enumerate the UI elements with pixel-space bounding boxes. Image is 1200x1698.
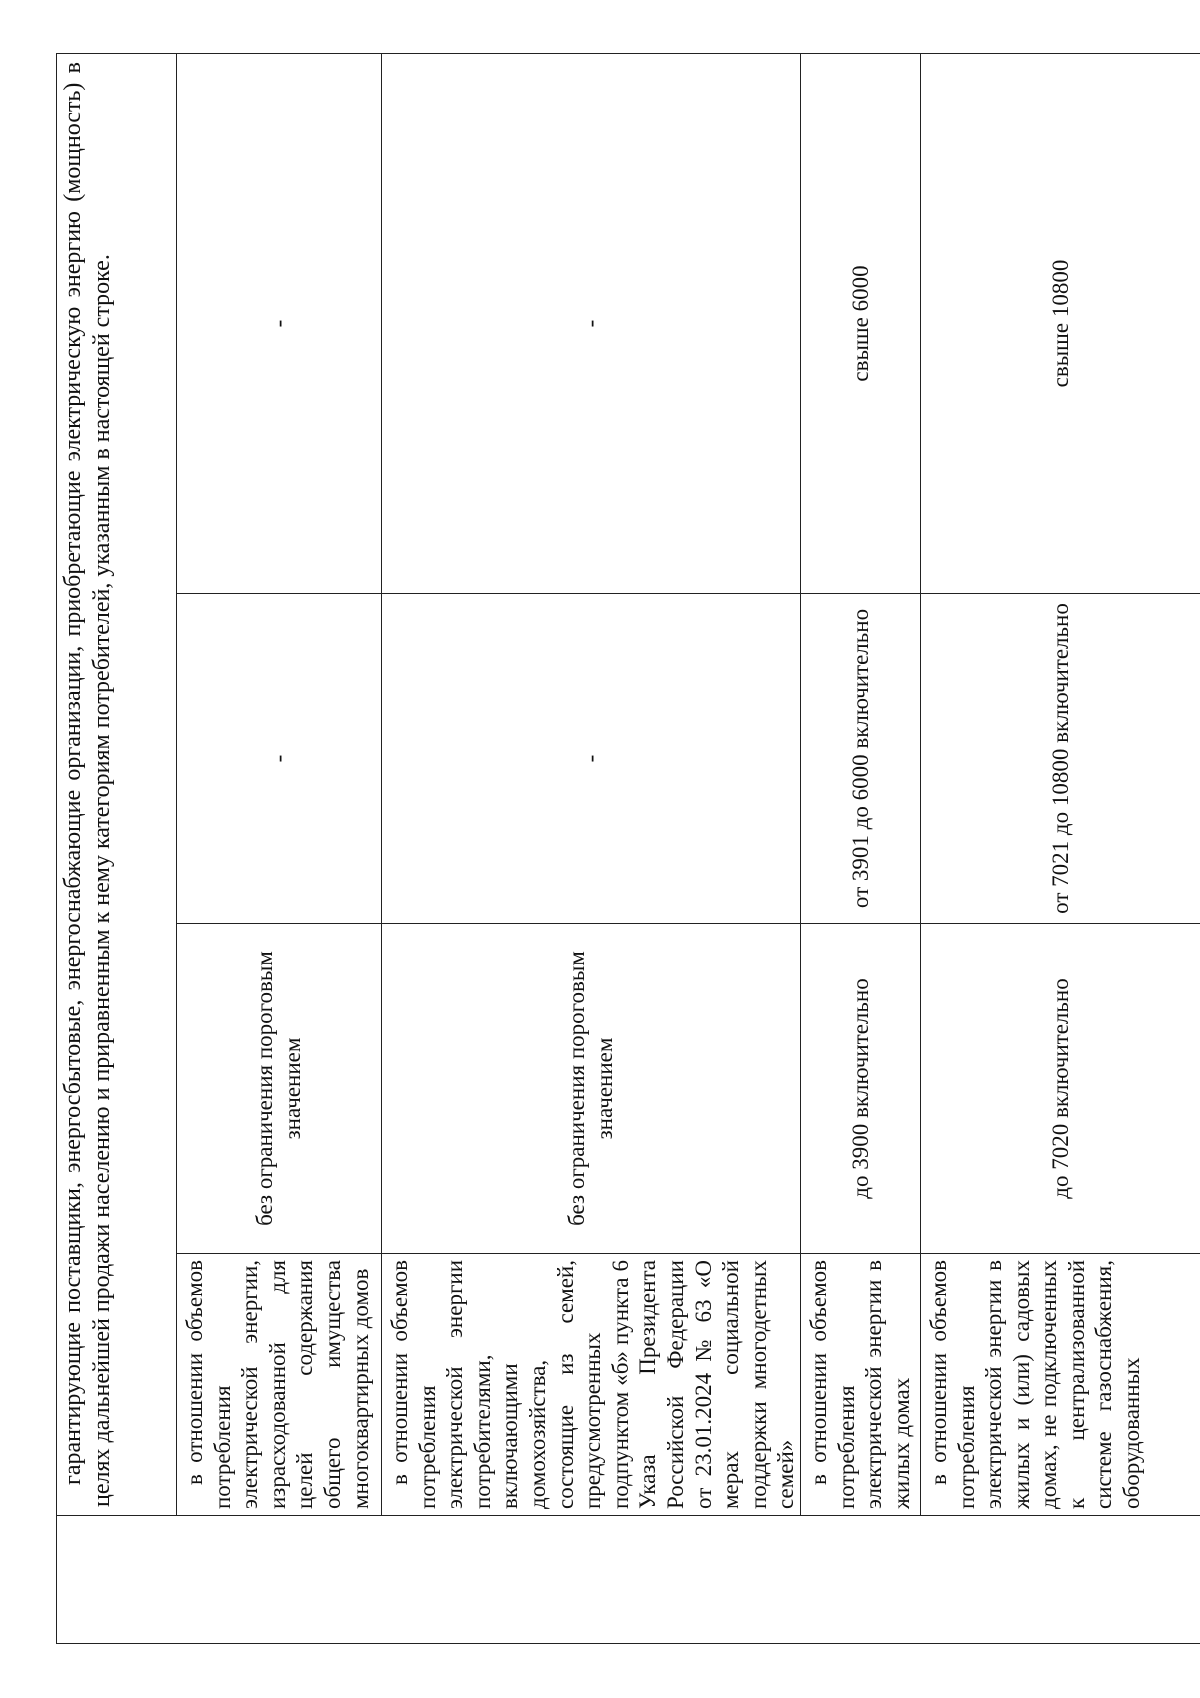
threshold-2-cell: от 3901 до 6000 включительно (800, 594, 920, 924)
threshold-1-cell: без ограничения пороговым значением (177, 924, 382, 1254)
threshold-2-cell: - (382, 594, 801, 924)
threshold-1-cell: до 3900 включительно (800, 924, 920, 1254)
threshold-1-cell: до 7020 включительно (920, 924, 1200, 1254)
table-row (800, 53, 920, 1643)
row-description: в отношении объемов потребления электрической энергии в жилых домах (800, 1254, 920, 1516)
threshold-3-cell: свыше 10800 (920, 53, 1200, 593)
intro-cell (57, 53, 177, 1515)
table-row (382, 53, 801, 1643)
row-description: в отношении объемов потребления электрической энергии в жилых и (или) садовых домах, не подключенных к централизованной системе газоснабжения, оборудованных (920, 1254, 1200, 1516)
table-row (920, 53, 1200, 1643)
number-cell (57, 1516, 1200, 1644)
threshold-2-cell: от 7021 до 10800 включительно (920, 594, 1200, 924)
intro-text: гарантирующие поставщики, энергосбытовые, энергоснабжающие организации, приобретающие электрическую энергию (мощность) в целях дальнейшей продажи населению и приравненным к нему категориям потребителей, указанным в настоящей строке. (60, 61, 116, 1507)
threshold-1-cell: без ограничения пороговым значением (382, 924, 801, 1254)
row-description: в отношении объемов потребления электрической энергии, израсходованной для целей содержания общего имущества многоквартирных домов (177, 1254, 382, 1516)
threshold-3-cell: - (382, 53, 801, 593)
tariff-table (56, 53, 1200, 1644)
threshold-3-cell: свыше 6000 (800, 53, 920, 593)
table-row (177, 53, 382, 1643)
threshold-2-cell: - (177, 594, 382, 924)
table-row-intro (57, 53, 177, 1643)
row-description: в отношении объемов потребления электрической энергии потребителями, включающими домохозяйства, состоящие из семей, предусмотренных подпунктом «б» пункта 6 Указа Президента Российской Федерации от 23.01.2024 № 63 «О мерах социальной поддержки многодетных семей» (382, 1254, 801, 1516)
threshold-3-cell: - (177, 53, 382, 593)
